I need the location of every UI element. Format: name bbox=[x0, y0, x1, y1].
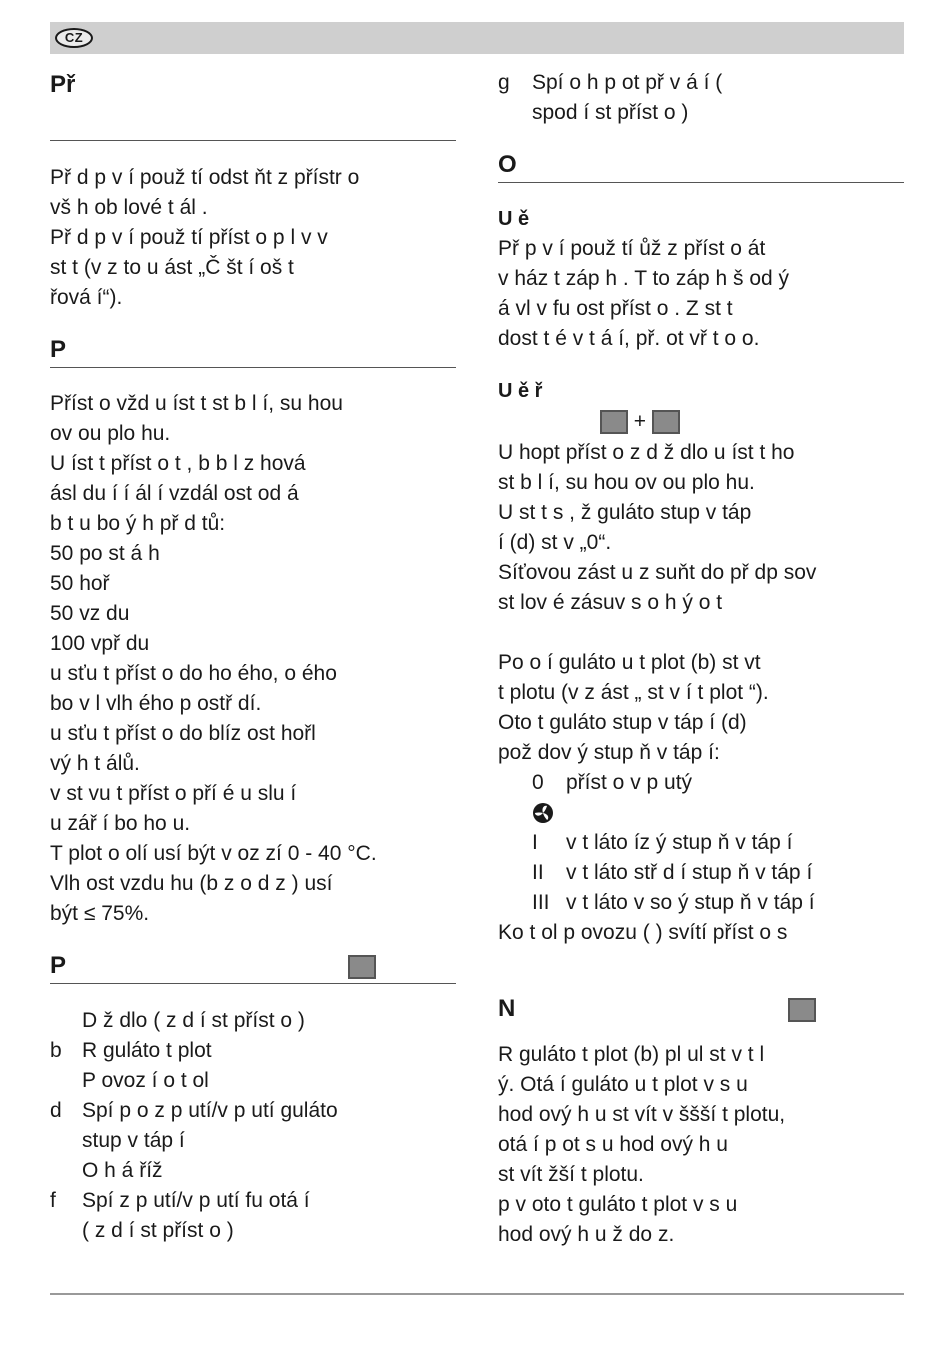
parts-item-letter: b bbox=[50, 1039, 62, 1062]
text-line: U íst t příst o t , b b l z hová bbox=[50, 452, 306, 475]
text-line: hod ový h u ž do z. bbox=[498, 1223, 675, 1246]
text-line: 50 hoř bbox=[50, 572, 110, 595]
parts-item-g bbox=[498, 68, 904, 98]
control-square-icon bbox=[652, 410, 680, 434]
button-combo bbox=[498, 406, 904, 438]
text-line: u sťu t příst o do ho ého, o ého bbox=[50, 662, 337, 685]
level-text: v t láto stř d í stup ň v táp í bbox=[566, 861, 813, 884]
text-line: Oto t guláto stup v táp í (d) bbox=[498, 711, 747, 734]
level-item bbox=[498, 888, 904, 918]
text-line: U hopt příst o z d ž dlo u íst t ho bbox=[498, 441, 795, 464]
text-line: T plot o olí usí být v oz zí 0 - 40 °C. bbox=[50, 842, 377, 865]
text-line: R guláto t plot (b) pl ul st v t l bbox=[498, 1043, 765, 1066]
right-column bbox=[498, 68, 904, 1250]
level-item bbox=[498, 798, 904, 828]
level-item bbox=[498, 858, 904, 888]
parts-item bbox=[50, 1036, 456, 1066]
text-line: í (d) st v „0“. bbox=[498, 531, 612, 554]
text-line: Síťovou zást u z suňt do př dp sov bbox=[498, 561, 817, 584]
parts-list bbox=[50, 1006, 456, 1246]
parts-item-text: D ž dlo ( z d í st příst o ) bbox=[82, 1009, 305, 1032]
parts-item-text: O h á říž bbox=[82, 1159, 163, 1182]
parts-item-text: Spí o h p ot př v á í ( bbox=[532, 71, 723, 94]
control-square-icon bbox=[600, 410, 628, 434]
parts-item-text: stup v táp í bbox=[82, 1129, 185, 1152]
text-line: v st vu t příst o pří é u slu í bbox=[50, 782, 297, 805]
text-line: 50 vz du bbox=[50, 602, 130, 625]
text-line: u zář í bo ho u. bbox=[50, 812, 191, 835]
left-column bbox=[50, 68, 456, 1246]
text-line: st vít žší t plotu. bbox=[498, 1163, 644, 1186]
parts-item bbox=[50, 1126, 456, 1156]
text-line: ov ou plo hu. bbox=[50, 422, 171, 445]
text-line: otá í p ot s u hod ový h u bbox=[498, 1133, 728, 1156]
text-line: st lov é zásuv s o h ý o t bbox=[498, 591, 723, 614]
level-text: v t láto íz ý stup ň v táp í bbox=[566, 831, 793, 854]
footer-rule bbox=[50, 1293, 904, 1295]
parts-item-letter: d bbox=[50, 1099, 62, 1122]
parts-item-text: Spí z p utí/v p utí fu otá í bbox=[82, 1189, 310, 1212]
parts-item bbox=[50, 1006, 456, 1036]
section-title-3 bbox=[50, 949, 456, 983]
level-text: příst o v p utý bbox=[566, 771, 693, 794]
text-line: bo v l vlh ého p ostř dí. bbox=[50, 692, 262, 715]
level-code: I bbox=[532, 831, 538, 854]
text-line: v ház t záp h . T to záp h š od ý bbox=[498, 267, 790, 290]
level-code: III bbox=[532, 891, 550, 914]
text-line: u sťu t příst o do blíz ost hořl bbox=[50, 722, 316, 745]
section-title-2: P bbox=[50, 336, 67, 363]
parts-item-text: P ovoz í o t ol bbox=[82, 1069, 209, 1092]
section-title-1: Př bbox=[50, 71, 76, 98]
header-bar bbox=[50, 22, 904, 54]
level-item bbox=[498, 768, 904, 798]
text-line bbox=[498, 618, 904, 648]
section-1-text bbox=[50, 163, 456, 313]
control-light-line: Ko t ol p ovozu ( ) svítí příst o s bbox=[498, 921, 788, 944]
text-line: dost t é v t á í, př. ot vř t o o. bbox=[498, 327, 760, 350]
text-line: hod ový h u st vít v ššší t plotu, bbox=[498, 1103, 786, 1126]
text-line: vý h t álů. bbox=[50, 752, 140, 775]
text-line: pož dov ý stup ň v táp í: bbox=[498, 741, 720, 764]
subsection-1-text bbox=[498, 234, 904, 354]
text-line: vš h ob lové t ál . bbox=[50, 196, 208, 219]
parts-item bbox=[50, 1186, 456, 1216]
parts-item-text: ( z d í st příst o ) bbox=[82, 1219, 234, 1242]
section-title-5 bbox=[498, 992, 904, 1026]
text-line: 50 po st á h bbox=[50, 542, 160, 565]
parts-item-letter: g bbox=[498, 71, 510, 94]
section-title-4: O bbox=[498, 151, 517, 178]
section-5-text bbox=[498, 1040, 904, 1250]
text-line: b t u bo ý h př d tů: bbox=[50, 512, 226, 535]
control-square-icon bbox=[348, 955, 376, 979]
level-text: v t láto v so ý stup ň v táp í bbox=[566, 891, 815, 914]
text-line: 100 vpř du bbox=[50, 632, 150, 655]
text-line: Př d p v í použ tí příst o p l v v bbox=[50, 226, 328, 249]
text-line: ý. Otá í guláto u t plot v s u bbox=[498, 1073, 748, 1096]
parts-item-text: spod í st příst o ) bbox=[532, 101, 689, 124]
text-line: Po o í guláto u t plot (b) st vt bbox=[498, 651, 761, 674]
levels-list bbox=[498, 768, 904, 918]
parts-item-text: R guláto t plot bbox=[82, 1039, 212, 1062]
text-line: p v oto t guláto t plot v s u bbox=[498, 1193, 738, 1216]
parts-item bbox=[50, 1156, 456, 1186]
text-line: řová í“). bbox=[50, 286, 123, 309]
text-line: ásl du í í ál í vzdál ost od á bbox=[50, 482, 299, 505]
parts-item bbox=[50, 1216, 456, 1246]
section-3-title-text: P bbox=[50, 952, 67, 979]
text-line: U st t s , ž guláto stup v táp bbox=[498, 501, 752, 524]
parts-item bbox=[50, 1096, 456, 1126]
text-line: á vl v fu ost příst o . Z st t bbox=[498, 297, 733, 320]
text-line: Př p v í použ tí ůž z příst o át bbox=[498, 237, 766, 260]
level-code: II bbox=[532, 861, 544, 884]
text-line: st b l í, su hou ov ou plo hu. bbox=[498, 471, 755, 494]
text-line: Př d p v í použ tí odst ňt z přístr o bbox=[50, 166, 360, 189]
text-line: Vlh ost vzdu hu (b z o d z ) usí bbox=[50, 872, 333, 895]
parts-item-letter: f bbox=[50, 1189, 56, 1212]
parts-item-text: Spí p o z p utí/v p utí guláto bbox=[82, 1099, 338, 1122]
subheading-2: U ě ř bbox=[498, 380, 543, 402]
text-line: být ≤ 75%. bbox=[50, 902, 150, 925]
section-2-text bbox=[50, 389, 456, 929]
subheading-1: U ě bbox=[498, 208, 530, 230]
text-line: Příst o vžd u íst t st b l í, su hou bbox=[50, 392, 343, 415]
subsection-2-text bbox=[498, 438, 904, 768]
level-code: 0 bbox=[532, 771, 544, 794]
language-badge: CZ bbox=[55, 28, 93, 48]
section-5-title-text: N bbox=[498, 995, 516, 1022]
text-line: t plotu (v z ást „ st v í t plot “). bbox=[498, 681, 769, 704]
parts-item-g-continued bbox=[498, 98, 904, 128]
text-line: st t (v z to u ást „Č št í oš t bbox=[50, 256, 294, 279]
parts-item bbox=[50, 1066, 456, 1096]
level-item bbox=[498, 828, 904, 858]
control-square-icon bbox=[788, 998, 816, 1022]
plus-sign: + bbox=[633, 410, 646, 433]
fan-icon bbox=[532, 802, 554, 824]
